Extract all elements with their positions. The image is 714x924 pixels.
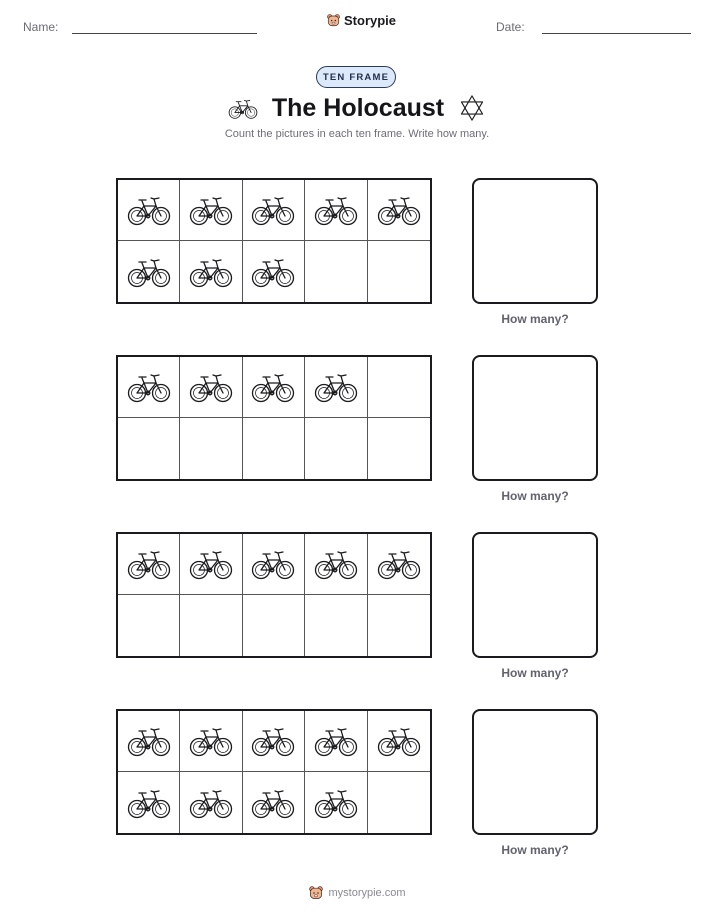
ten-frame-cell <box>243 772 305 833</box>
how-many-label: How many? <box>501 489 569 503</box>
ten-frame-cell <box>368 241 430 302</box>
ten-frame-cell <box>305 357 367 418</box>
bicycle-icon <box>314 193 358 227</box>
answer-box[interactable] <box>472 709 598 835</box>
ten-frame-cell <box>118 418 180 479</box>
brand-name: Storypie <box>344 13 397 28</box>
ten-frame-cell <box>368 534 430 595</box>
ten-frame-cell <box>368 357 430 418</box>
bicycle-icon <box>251 724 295 758</box>
bicycle-icon <box>127 193 171 227</box>
ten-frame-cell <box>243 595 305 656</box>
answer-box[interactable] <box>472 532 598 658</box>
bicycle-icon <box>251 255 295 289</box>
bicycle-icon <box>228 97 258 120</box>
ten-frame-cell <box>243 418 305 479</box>
ten-frame-cell <box>305 418 367 479</box>
instructions: Count the pictures in each ten frame. Write how many. <box>224 128 490 140</box>
ten-frame-cell <box>368 772 430 833</box>
ten-frame-cell <box>118 595 180 656</box>
bicycle-icon <box>127 724 171 758</box>
ten-frame <box>116 178 432 304</box>
how-many-label: How many? <box>501 666 569 680</box>
ten-frame-cell <box>305 595 367 656</box>
date-line <box>542 33 691 34</box>
bicycle-icon <box>189 547 233 581</box>
ten-frame-cell <box>180 180 242 241</box>
ten-frame-cell <box>118 772 180 833</box>
storypie-mascot-icon <box>326 13 341 28</box>
ten-frame-cell <box>243 357 305 418</box>
bicycle-icon <box>251 786 295 820</box>
date-label: Date: <box>496 20 525 34</box>
ten-frame-cell <box>118 241 180 302</box>
ten-frame-cell <box>118 711 180 772</box>
ten-frame-cell <box>305 241 367 302</box>
bicycle-icon <box>189 724 233 758</box>
ten-frame-cell <box>180 595 242 656</box>
ten-frame-cell <box>243 534 305 595</box>
page-title: The Holocaust <box>271 93 445 122</box>
ten-frame-cell <box>243 711 305 772</box>
ten-frame <box>116 709 432 835</box>
bicycle-icon <box>189 786 233 820</box>
answer-box[interactable] <box>472 355 598 481</box>
how-many-label: How many? <box>501 843 569 857</box>
ten-frame-cell <box>180 711 242 772</box>
ten-frame-cell <box>368 595 430 656</box>
ten-frame-cell <box>368 711 430 772</box>
bicycle-icon <box>377 193 421 227</box>
bicycle-icon <box>189 193 233 227</box>
star-of-david-icon <box>458 94 486 122</box>
bicycle-icon <box>314 547 358 581</box>
ten-frame-cell <box>368 180 430 241</box>
bicycle-icon <box>127 786 171 820</box>
ten-frame-cell <box>180 772 242 833</box>
how-many-label: How many? <box>501 312 569 326</box>
ten-frame-cell <box>305 711 367 772</box>
bicycle-icon <box>377 547 421 581</box>
ten-frame <box>116 532 432 658</box>
ten-frame-cell <box>368 418 430 479</box>
name-line <box>72 33 257 34</box>
answer-box[interactable] <box>472 178 598 304</box>
ten-frame-cell <box>180 418 242 479</box>
title-row <box>0 92 714 124</box>
ten-frame-cell <box>305 772 367 833</box>
bicycle-icon <box>251 193 295 227</box>
name-label: Name: <box>23 20 59 34</box>
bicycle-icon <box>377 724 421 758</box>
footer-url: mystorypie.com <box>328 887 406 899</box>
ten-frame-cell <box>180 534 242 595</box>
ten-frame-cell <box>243 241 305 302</box>
brand-logo <box>326 13 396 28</box>
bicycle-icon <box>251 547 295 581</box>
ten-frame-cell <box>180 357 242 418</box>
ten-frame-cell <box>118 180 180 241</box>
bicycle-icon <box>314 370 358 404</box>
bicycle-icon <box>189 255 233 289</box>
bicycle-icon <box>127 255 171 289</box>
ten-frame-cell <box>118 534 180 595</box>
bicycle-icon <box>314 786 358 820</box>
bicycle-icon <box>189 370 233 404</box>
ten-frame-cell <box>180 241 242 302</box>
ten-frame-cell <box>118 357 180 418</box>
ten-frame-cell <box>305 180 367 241</box>
bicycle-icon <box>314 724 358 758</box>
ten-frame <box>116 355 432 481</box>
storypie-mascot-icon <box>308 885 324 901</box>
footer <box>0 885 714 901</box>
bicycle-icon <box>251 370 295 404</box>
worksheet-type-badge: TEN FRAME <box>316 66 396 88</box>
bicycle-icon <box>127 370 171 404</box>
ten-frame-cell <box>243 180 305 241</box>
bicycle-icon <box>127 547 171 581</box>
ten-frame-cell <box>305 534 367 595</box>
